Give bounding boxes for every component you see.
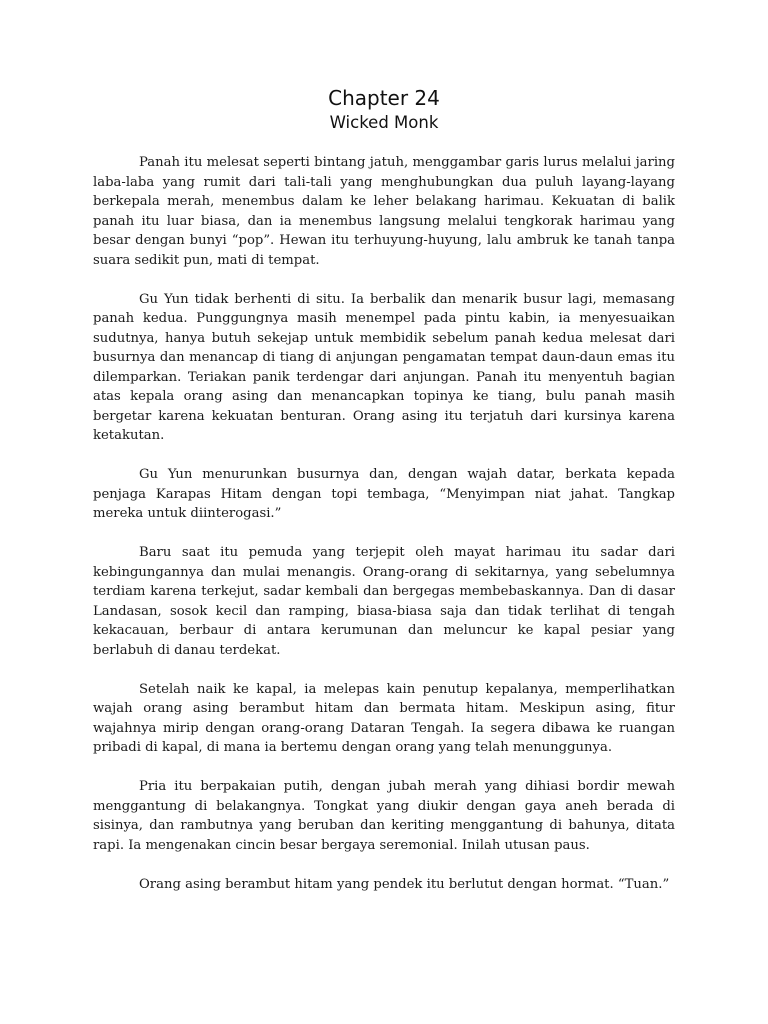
paragraph: Setelah naik ke kapal, ia melepas kain penutup kepalanya, memperlihatkan wajah orang asing berambut hitam dan bermata hitam. Meskipun asing, fitur wajahnya mirip dengan orang-orang Dataran Tengah. Ia segera dibawa ke ruangan pribadi di kapal, di mana ia bertemu dengan orang yang telah menunggunya.: [93, 681, 675, 755]
paragraph: Orang asing berambut hitam yang pendek itu berlutut dengan hormat. “Tuan.”: [139, 876, 670, 892]
chapter-body: [93, 153, 675, 914]
chapter-title: Wicked Monk: [329, 113, 439, 132]
paragraph: Panah itu melesat seperti bintang jatuh, menggambar garis lurus melalui jaring laba-laba yang rumit dari tali-tali yang menghubungkan dua puluh layang-layang berkepala merah, menembus dalam ke leher belakang harimau. Kekuatan di balik panah itu luar biasa, dan ia menembus langsung melalui tengkorak harimau yang besar dengan bunyi “pop”. Hewan itu terhuyung-huyung, lalu ambruk ke tanah tanpa suara sedikit pun, mati di tempat.: [93, 155, 675, 268]
chapter-number: Chapter 24: [328, 86, 440, 110]
paragraph: Gu Yun menurunkan busurnya dan, dengan wajah datar, berkata kepada penjaga Karapas Hitam dengan topi tembaga, “Menyimpan niat jahat. Tangkap mereka untuk diinterogasi.”: [93, 467, 675, 521]
paragraph: Gu Yun tidak berhenti di situ. Ia berbalik dan menarik busur lagi, memasang panah kedua. Punggungnya masih menempel pada pintu kabin, ia menyesuaikan sudutnya, hanya butuh sekejap untuk membidik sebelum panah kedua melesat dari busurnya dan menancap di tiang di anjungan pengamatan tempat daun-daun emas itu dilemparkan. Teriakan panik terdengar dari anjungan. Panah itu menyentuh bagian atas kepala orang asing dan menancapkan topinya ke tiang, bulu panah masih bergetar karena kekuatan benturan. Orang asing itu terjatuh dari kursinya karena ketakutan.: [93, 291, 675, 443]
paragraph: Baru saat itu pemuda yang terjepit oleh mayat harimau itu sadar dari kebingungannya dan mulai menangis. Orang-orang di sekitarnya, yang sebelumnya terdiam karena terkejut, sadar kembali dan bergegas membebaskannya. Dan di dasar Landasan, sosok kecil dan ramping, biasa-biasa saja dan tidak terlihat di tengah kekacauan, berbaur di antara kerumunan dan meluncur ke kapal pesiar yang berlabuh di danau terdekat.: [93, 545, 675, 658]
paragraph: Pria itu berpakaian putih, dengan jubah merah yang dihiasi bordir mewah menggantung di belakangnya. Tongkat yang diukir dengan gaya aneh berada di sisinya, dan rambutnya yang beruban dan keriting menggantung di bahunya, ditata rapi. Ia mengenakan cincin besar bergaya seremonial. Inilah utusan paus.: [93, 779, 675, 853]
